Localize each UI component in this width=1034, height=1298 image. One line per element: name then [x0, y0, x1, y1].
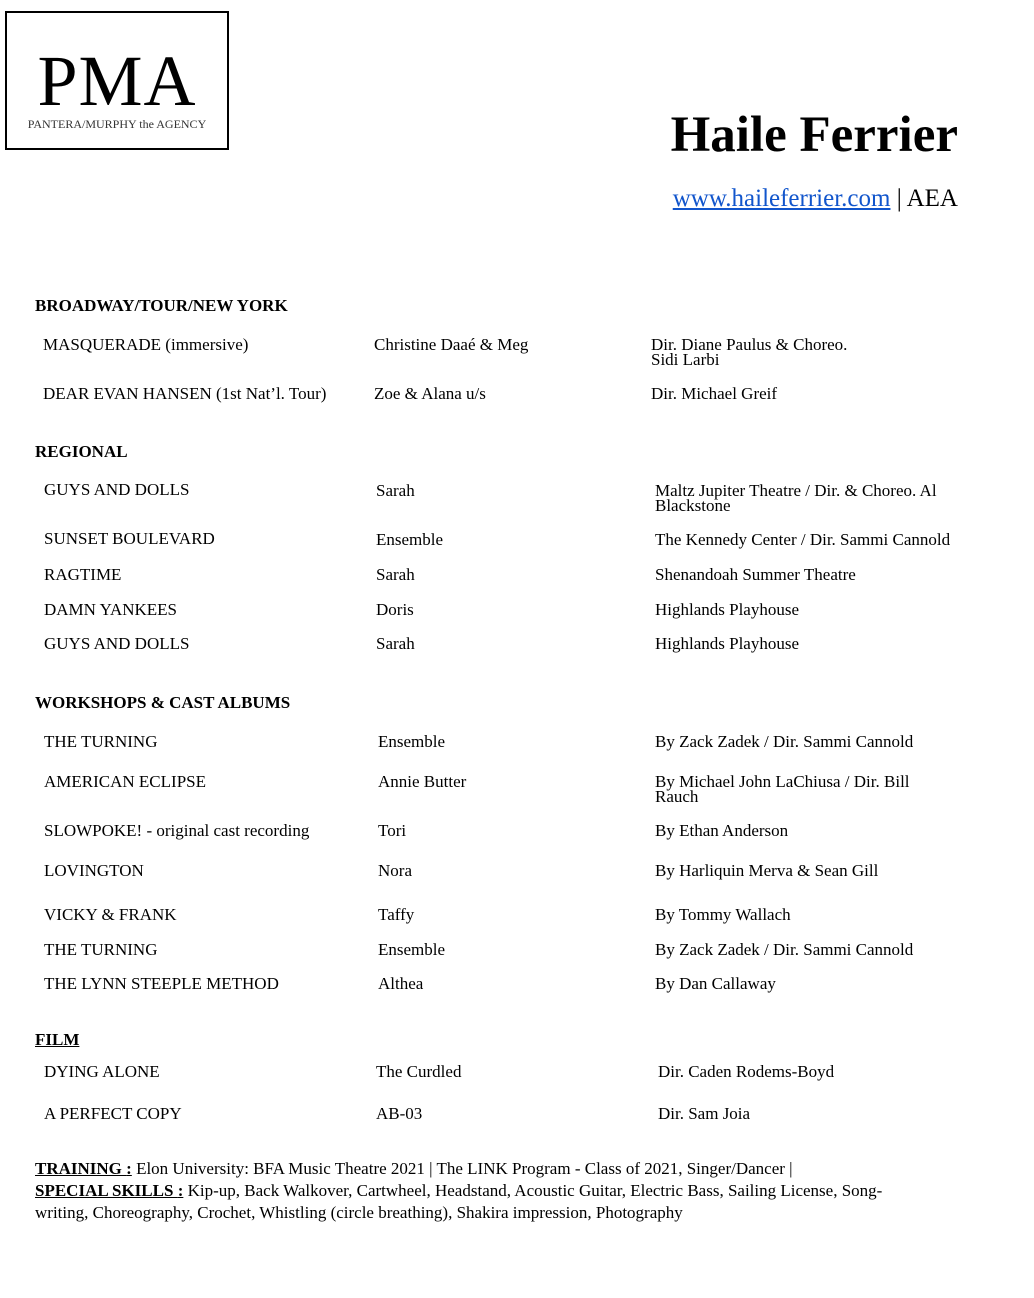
credit-director: By Dan Callaway	[655, 974, 776, 993]
skills-text: Kip-up, Back Walkover, Cartwheel, Headstand, Acoustic Guitar, Electric Bass, Sailing License, Song-writing, Choreography, Crochet, Whistling (circle breathing), Shakira impression, Photography	[35, 1181, 883, 1222]
performer-name: Haile Ferrier	[670, 107, 958, 163]
skills-label: SPECIAL SKILLS	[35, 1181, 178, 1200]
credit-role: Nora	[378, 861, 412, 880]
credit-role: Sarah	[376, 565, 415, 584]
credit-role: The Curdled	[376, 1062, 462, 1081]
credit-role: Annie Butter	[378, 772, 467, 791]
skills-colon: :	[177, 1181, 184, 1200]
credit-director: By Harliquin Merva & Sean Gill	[655, 861, 879, 880]
credit-director: Highlands Playhouse	[655, 600, 800, 619]
website-line	[673, 182, 958, 216]
credit-role: Ensemble	[378, 940, 446, 959]
logo-agency-name: PANTERA/MURPHY the AGENCY	[27, 117, 207, 131]
credit-show: DEAR EVAN HANSEN (1st Nat’l. Tour)	[43, 384, 327, 403]
credit-director: Highlands Playhouse	[655, 634, 800, 653]
credit-role: Ensemble	[378, 732, 446, 751]
credit-director: By Tommy Wallach	[655, 905, 791, 924]
credit-director: Dir. Sam Joia	[658, 1104, 751, 1123]
credit-director: Dir. Michael Greif	[651, 384, 778, 403]
credit-role: AB-03	[376, 1104, 423, 1123]
credit-director: By Zack Zadek / Dir. Sammi Cannold	[655, 732, 914, 751]
credit-show: VICKY & FRANK	[44, 905, 177, 924]
credit-director: Dir. Diane Paulus & Choreo. Sidi Larbi	[651, 335, 848, 369]
skills-line	[35, 1180, 935, 1224]
credit-role: Tori	[378, 821, 407, 840]
section-title-broadway: BROADWAY/TOUR/NEW YORK	[35, 296, 288, 315]
union-label: AEA	[906, 185, 958, 212]
credit-role: Doris	[376, 600, 414, 619]
credit-show: A PERFECT COPY	[44, 1104, 182, 1123]
training-label: TRAINING	[35, 1159, 127, 1178]
section-title-workshops: WORKSHOPS & CAST ALBUMS	[35, 693, 291, 712]
credit-show: THE TURNING	[44, 940, 158, 959]
credit-director: Maltz Jupiter Theatre / Dir. & Choreo. Al Blackstone	[655, 481, 937, 515]
credit-show: AMERICAN ECLIPSE	[44, 772, 206, 791]
credit-show: THE TURNING	[44, 732, 158, 751]
training-colon: :	[126, 1159, 132, 1178]
website-link[interactable]: www.haileferrier.com	[672, 185, 891, 212]
credit-role: Ensemble	[376, 530, 444, 549]
credit-show: SUNSET BOULEVARD	[44, 529, 215, 548]
separator: |	[890, 185, 907, 212]
credit-role: Althea	[378, 974, 424, 993]
credit-show: THE LYNN STEEPLE METHOD	[44, 974, 279, 993]
credit-show: LOVINGTON	[44, 861, 144, 880]
credit-show: GUYS AND DOLLS	[44, 634, 190, 653]
training-text: Elon University: BFA Music Theatre 2021 | The LINK Program - Class of 2021, Singer/Dancer |	[131, 1159, 793, 1178]
credit-role: Zoe & Alana u/s	[374, 384, 486, 403]
credit-role: Sarah	[376, 634, 415, 653]
credit-show: DYING ALONE	[44, 1062, 160, 1081]
credit-director: By Michael John LaChiusa / Dir. Bill Rauch	[655, 772, 910, 806]
credit-director: The Kennedy Center / Dir. Sammi Cannold	[655, 530, 951, 549]
training-line	[35, 1158, 935, 1180]
credit-role: Sarah	[376, 481, 415, 500]
credit-director: Shenandoah Summer Theatre	[655, 565, 856, 584]
credit-show: MASQUERADE (immersive)	[43, 335, 249, 354]
section-title-film: FILM	[35, 1030, 80, 1049]
credit-show: RAGTIME	[44, 565, 122, 584]
section-title-regional: REGIONAL	[35, 442, 128, 461]
training-section	[35, 1158, 935, 1224]
credit-show: GUYS AND DOLLS	[44, 480, 190, 499]
credit-director: By Ethan Anderson	[655, 821, 789, 840]
credit-role: Christine Daaé & Meg	[374, 335, 529, 354]
credit-director: Dir. Caden Rodems-Boyd	[658, 1062, 835, 1081]
credit-role: Taffy	[378, 905, 415, 924]
credit-director: By Zack Zadek / Dir. Sammi Cannold	[655, 940, 914, 959]
credit-show: DAMN YANKEES	[44, 600, 178, 619]
logo-mark: PMA	[37, 41, 197, 121]
credit-show: SLOWPOKE! - original cast recording	[44, 821, 310, 840]
agency-logo	[5, 11, 229, 150]
